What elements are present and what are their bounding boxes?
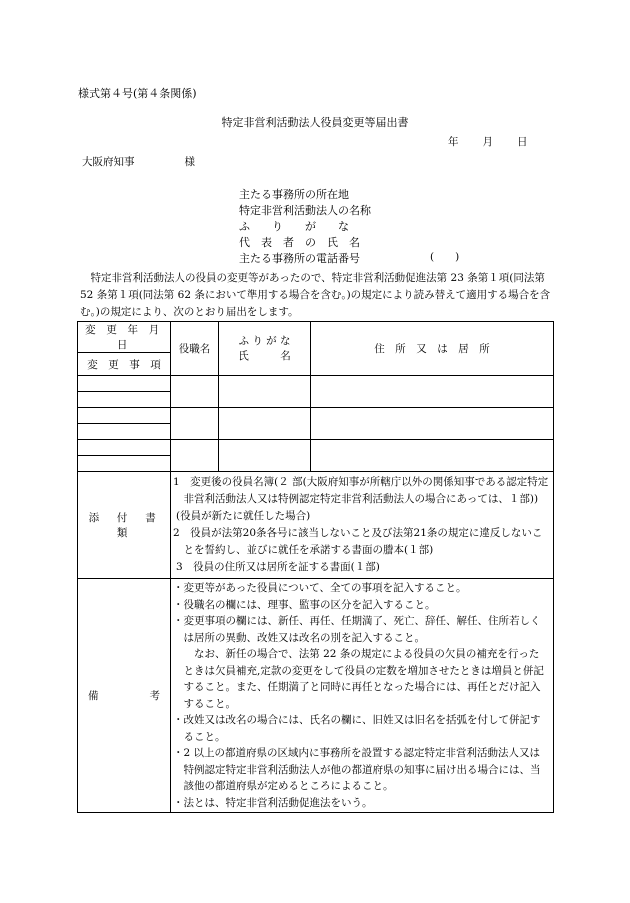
date-line	[448, 134, 552, 149]
change-item-cell-3[interactable]	[78, 456, 171, 472]
position-cell-2[interactable]	[171, 408, 219, 440]
change-date-cell-3[interactable]	[78, 440, 171, 456]
position-cell-1[interactable]	[171, 376, 219, 408]
remark-item: ・変更等があった役員について、全ての事項を記入すること。	[173, 582, 467, 594]
address-cell-2[interactable]	[311, 408, 554, 440]
remark-item: ・法とは、特定非営利活動促進法をいう。	[173, 796, 373, 809]
addressee	[82, 154, 195, 169]
name-cell-3[interactable]	[219, 440, 311, 472]
office-address-label: 主たる事務所の所在地	[239, 188, 349, 201]
remark-item: ・改姓又は改名の場合には、氏名の欄に、旧姓又は旧名を括弧を付して併記すること。	[173, 714, 541, 743]
position-cell-3[interactable]	[171, 440, 219, 472]
change-item-cell-1[interactable]	[78, 392, 171, 408]
corporation-name-label: 特定非営利活動法人の名称	[239, 204, 371, 217]
change-item-header: 変 更 事 項	[78, 353, 171, 376]
remark-item: ・役職名の欄には、理事、監事の区分を記入すること。	[173, 598, 436, 611]
furigana-name-header	[219, 322, 311, 376]
intro-text: 特定非営利活動法人の役員の変更等があったので、特定非営利活動促進法第 23 条第１項(同法第 52 条第１項(同法第 62 条において準用する場合を含む。)の規定により読み替えて適用する場合を含む。)の規定により、次のとおり届出をします。	[80, 272, 551, 318]
name-header: 氏 名	[238, 349, 291, 362]
office-phone-label: 主たる事務所の電話番号	[239, 252, 360, 265]
change-date-cell-2[interactable]	[78, 408, 171, 424]
furigana-header: ふ り が な	[238, 334, 291, 347]
change-table	[77, 321, 554, 813]
date-year-label: 年	[448, 136, 459, 148]
intro-paragraph	[80, 270, 556, 321]
furigana-label: ふ り が な	[239, 220, 349, 233]
attachments-label: 添 付 書 類	[78, 472, 171, 579]
form-number: 様式第４号(第４条関係)	[78, 87, 197, 100]
attachments-content	[171, 472, 554, 579]
address-cell-1[interactable]	[311, 376, 554, 408]
remark-item: ・変更事項の欄には、新任、再任、任期満了、死亡、辞任、解任、住所若しくは居所の異動、改姓又は改名の別を記入すること。	[173, 615, 541, 644]
change-date-header: 変 更 年 月 日	[78, 322, 171, 353]
addressee-honorific: 様	[184, 156, 195, 168]
document-title: 特定非営利活動法人役員変更等届出書	[221, 116, 409, 129]
addressee-name: 大阪府知事	[82, 156, 135, 168]
position-header: 役職名	[171, 322, 219, 376]
remarks-label-1: 備	[88, 690, 99, 702]
phone-paren: ( )	[430, 251, 460, 263]
date-day-label: 日	[517, 136, 528, 148]
change-date-cell-1[interactable]	[78, 376, 171, 392]
remarks-content	[171, 579, 554, 813]
remarks-label	[78, 579, 171, 813]
remark-item: なお、新任の場合で、法第 22 条の規定による役員の欠員の補充を行ったときは欠員補充,定款の変更をして役員の定数を増加させたときは増員と併記すること。また、任期満了と同時に再任となった場合には、再任とだけ記入すること。	[183, 648, 544, 710]
date-month-label: 月	[482, 136, 493, 148]
address-cell-3[interactable]	[311, 440, 554, 472]
change-item-cell-2[interactable]	[78, 424, 171, 440]
name-cell-1[interactable]	[219, 376, 311, 408]
representative-name-label: 代 表 者 の 氏 名	[239, 236, 360, 249]
remark-item: ・2 以上の都道府県の区域内に事務所を設置する認定特定非営利活動法人又は特例認定特定非営利活動法人が他の都道府県の知事に届け出る場合には、当該他の都道府県が定めるところによること。	[173, 747, 541, 792]
remarks-label-2: 考	[149, 690, 160, 702]
attachment-item: 2 役員が法第20条各号に該当しないこと及び法第21条の規定に違反しないことを誓約し、並びに就任を承諾する書面の謄本(１部)	[173, 527, 543, 556]
address-header: 住 所 又 は 居 所	[311, 322, 554, 376]
attachment-item: 1 変更後の役員名簿(２ 部(大阪府知事が所轄庁以外の関係知事である認定特定非営利活動法人又は特例認定特定非営利活動法人の場合にあっては、１部))	[173, 476, 549, 505]
attachment-item: (役員が新たに就任した場合)	[176, 510, 311, 522]
name-cell-2[interactable]	[219, 408, 311, 440]
attachment-item: 3 役員の住所又は居所を証する書面(１部)	[176, 561, 380, 573]
